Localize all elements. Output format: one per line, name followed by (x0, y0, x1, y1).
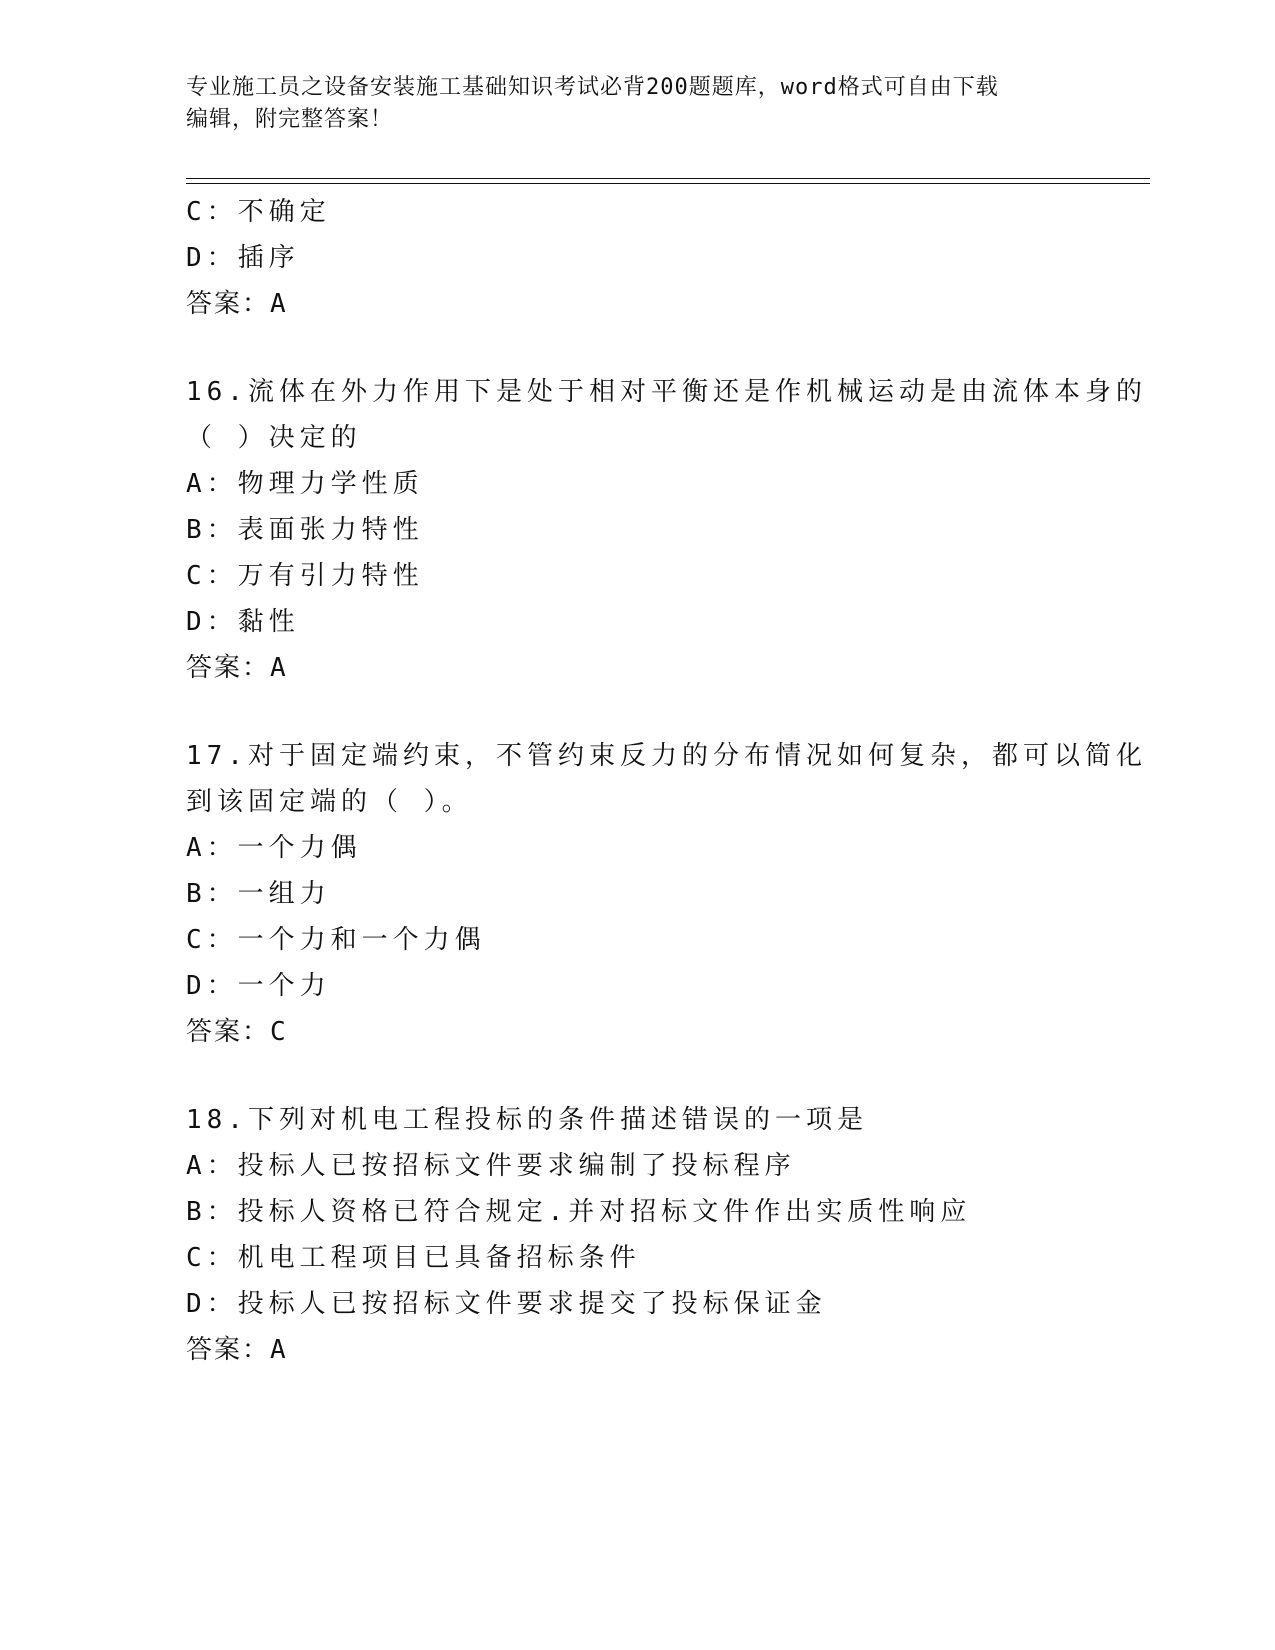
option-d: D：黏性 (186, 607, 300, 637)
question-stem-continued: 到该固定端的（ ）。 (186, 787, 473, 817)
header-line-1: 专业施工员之设备安装施工基础知识考试必背200题题库，word格式可自由下载 (186, 75, 999, 100)
question-16 (186, 369, 1147, 691)
option-c: C：不确定 (186, 197, 331, 227)
option-b: B：表面张力特性 (186, 515, 424, 545)
option-d: D：插序 (186, 243, 300, 273)
header-rule-top (186, 178, 1150, 179)
continued-question (186, 189, 1086, 327)
question-17 (186, 733, 1147, 1055)
option-b: B：一组力 (186, 879, 331, 909)
option-d: D：一个力 (186, 971, 331, 1001)
question-stem: 17.对于固定端约束，不管约束反力的分布情况如何复杂，都可以简化 (186, 741, 1147, 771)
option-d: D：投标人已按招标文件要求提交了投标保证金 (186, 1289, 827, 1319)
option-c: C：一个力和一个力偶 (186, 925, 486, 955)
answer: 答案：A (186, 289, 288, 319)
option-c: C：机电工程项目已具备招标条件 (186, 1243, 641, 1273)
header-rule-bottom (186, 183, 1150, 184)
answer: 答案：A (186, 1335, 288, 1365)
option-b: B：投标人资格已符合规定.并对招标文件作出实质性响应 (186, 1197, 972, 1227)
option-a: A：一个力偶 (186, 833, 362, 863)
document-header (186, 72, 1086, 136)
question-stem: 18.下列对机电工程投标的条件描述错误的一项是 (186, 1105, 868, 1135)
document-body (186, 189, 1147, 1373)
option-c: C：万有引力特性 (186, 561, 424, 591)
option-a: A：物理力学性质 (186, 469, 424, 499)
question-stem: 16.流体在外力作用下是处于相对平衡还是作机械运动是由流体本身的 (186, 377, 1147, 407)
answer: 答案：A (186, 653, 288, 683)
answer: 答案：C (186, 1017, 288, 1047)
question-18 (186, 1097, 1086, 1373)
header-line-2: 编辑，附完整答案！ (186, 107, 394, 132)
option-a: A：投标人已按招标文件要求编制了投标程序 (186, 1151, 796, 1181)
question-stem-continued: （ ）决定的 (186, 423, 362, 453)
